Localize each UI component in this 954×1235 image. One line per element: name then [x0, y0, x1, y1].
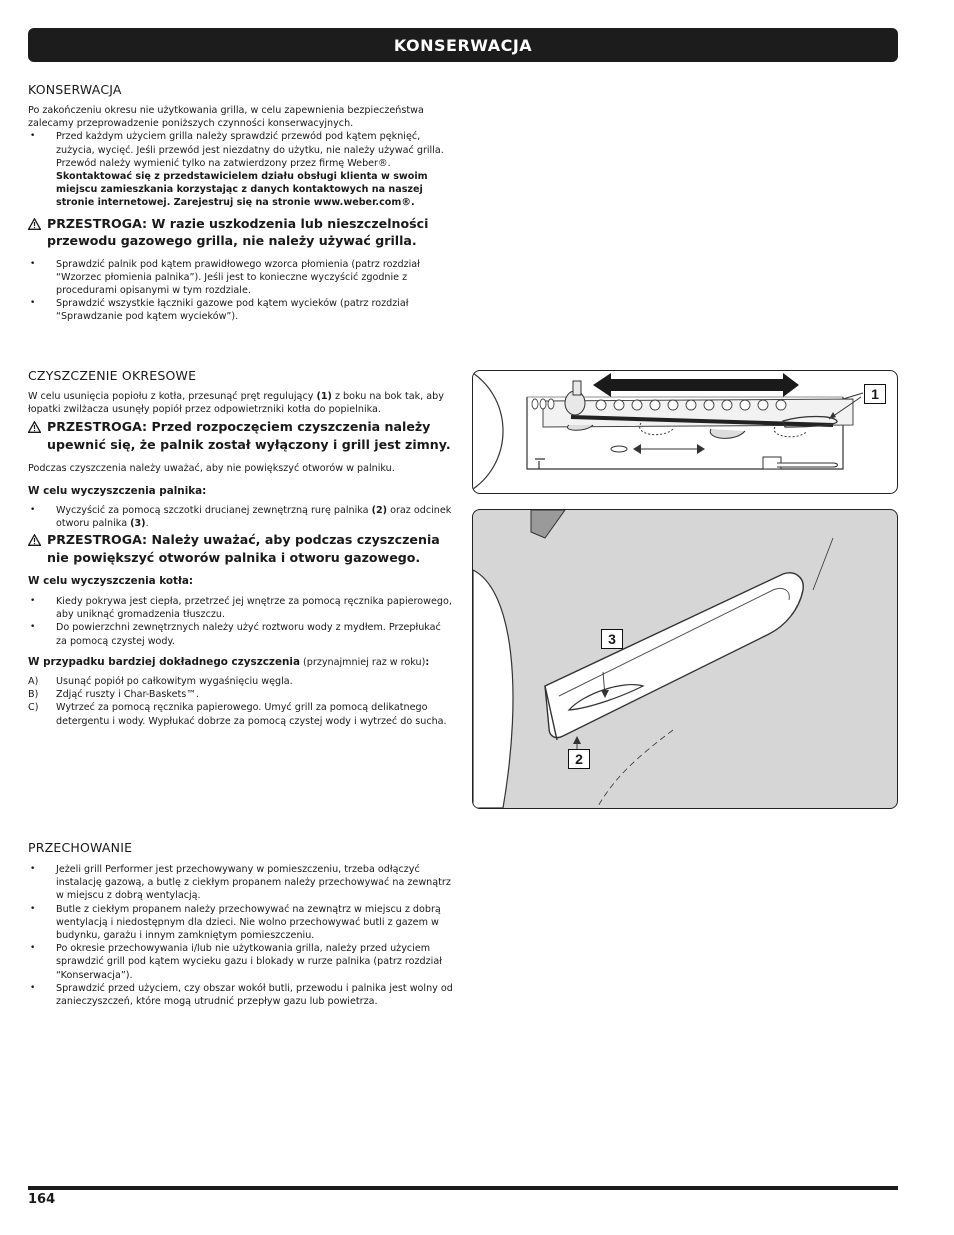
warning-hose	[28, 215, 453, 250]
ref-3: (3)	[130, 517, 146, 529]
thorough-bold: W przypadku bardziej dokładnego czyszczenia	[28, 655, 300, 668]
thorough-normal: (przynajmniej raz w roku)	[300, 656, 426, 668]
thorough-colon: :	[425, 656, 430, 668]
section-heading-czyszczenie: CZYSZCZENIE OKRESOWE	[28, 368, 197, 383]
list-item	[28, 675, 453, 688]
warning-cold-text: PRZESTROGA: Przed rozpoczęciem czyszczenia należy upewnić się, że palnik został wyłączony i grill jest zimny.	[47, 419, 451, 452]
czyszczenie-note: Podczas czyszczenia należy uważać, aby nie powiększyć otworów w palniku.	[28, 463, 395, 475]
burner-drawing	[473, 510, 897, 808]
step-label: B)	[28, 689, 39, 701]
list-item: • Sprawdzić palnik pod kątem prawidłowego wzorca płomienia (patrz rozdział “Wzorzec płomienia palnika”). Jeśli jest to konieczne wyczyścić zgodnie z procedurami opisanymi w tym rozdziale.	[28, 258, 453, 298]
list-item: • Jeżeli grill Performer jest przechowywany w pomieszczeniu, trzeba odłączyć instalację gazową, a butlę z ciekłym propanem należy przechowywać na zewnątrz w miejscu z dobrą wentylacją.	[28, 863, 453, 903]
burner-cleaning-illustration	[472, 509, 898, 809]
warning-burner-text: PRZESTROGA: Należy uważać, aby podczas czyszczenia nie powiększyć otworów palnika i otworu gazowego.	[47, 532, 440, 565]
burner-text: .	[145, 517, 149, 529]
list-item: • Po okresie przechowywania i/lub nie użytkowania grilla, należy przed użyciem sprawdzić grill pod kątem wycieku gazu i blokady w rurze palnika (patrz rozdział “Konserwacja”).	[28, 942, 453, 982]
section-heading-przechowanie: PRZECHOWANIE	[28, 840, 133, 855]
intro-text: W celu usunięcia popiołu z kotła, przesunąć pręt regulujący	[28, 391, 317, 402]
thorough-cleaning	[28, 656, 453, 669]
list-item	[28, 688, 453, 701]
callout-3: 3	[601, 629, 623, 649]
burner-list	[28, 504, 453, 530]
damper-rod-illustration	[472, 370, 898, 494]
section-czyszczenie	[28, 368, 453, 728]
burner-text: Wyczyścić za pomocą szczotki drucianej zewnętrzną rurę palnika	[56, 504, 372, 516]
list-item: • Kiedy pokrywa jest ciepła, przetrzeć jej wnętrze za pomocą ręcznika papierowego, aby uniknąć gromadzenia tłuszczu.	[28, 595, 453, 621]
step-label: A)	[28, 676, 39, 688]
burner-text: oraz odcinek otworu palnika	[56, 504, 452, 529]
intro-text: z boku na bok tak, aby łopatki zwilżacza usunęły popiół przez odpowietrzniki kotła do popielnika.	[28, 391, 444, 416]
step-text: Zdjąć ruszty i Char-Baskets™.	[56, 689, 199, 701]
warning-hose-text: PRZESTROGA: W razie uszkodzenia lub nieszczelności przewodu gazowego grilla, nie należy używać grilla.	[47, 215, 429, 249]
list-item: • Do powierzchni zewnętrznych należy użyć roztworu wody z mydłem. Przepłukać za pomocą czystej wody.	[28, 621, 453, 647]
step-label: C)	[28, 702, 39, 714]
section-konserwacja	[28, 82, 453, 324]
warning-icon	[28, 218, 41, 230]
konserwacja-check-list	[28, 258, 453, 324]
warning-cold	[28, 418, 453, 453]
contact-text: Skontaktować się z przedstawicielem działu obsługi klienta w swoim miejscu zamieszkania korzystając z danych kontaktowych na naszej stronie internetowej. Zarejestruj się na stronie www.weber.com®.	[56, 171, 428, 209]
list-item: • Sprawdzić wszystkie łączniki gazowe pod kątem wycieków (patrz rozdział “Sprawdzanie pod kątem wycieków”).	[28, 297, 453, 323]
damper-rod-drawing	[473, 371, 897, 493]
konserwacja-intro: Po zakończeniu okresu nie użytkowania grilla, w celu zapewnienia bezpieczeństwa zalecamy przeprowadzenie poniższych czynności konserwacyjnych.	[28, 105, 424, 130]
list-item	[28, 504, 453, 530]
warning-icon	[28, 421, 41, 433]
section-przechowanie	[28, 840, 453, 1008]
page-title-banner	[28, 28, 898, 62]
czyszczenie-intro	[28, 390, 453, 416]
step-text: Usunąć popiół po całkowitym wygaśnięciu węgla.	[56, 676, 293, 688]
hose-check-text: Przed każdym użyciem grilla należy sprawdzić przewód pod kątem pęknięć, zużycia, wycięć. Jeśli przewód jest niezdatny do użytku, nie należy używać grilla. Przewód należy wymienić tylko na zatwierdzony przez firmę Weber®.	[56, 131, 444, 169]
ref-2: (2)	[371, 504, 388, 516]
section-heading-konserwacja: KONSERWACJA	[28, 82, 122, 97]
burner-heading: W celu wyczyszczenia palnika:	[28, 484, 207, 497]
konserwacja-hose-list	[28, 130, 453, 209]
list-item: • Sprawdzić przed użyciem, czy obszar wokół butli, przewodu i palnika jest wolny od zanieczyszczeń, które mogą utrudnić przepływ gazu lub powietrza.	[28, 982, 453, 1008]
list-item: • Butle z ciekłym propanem należy przechowywać na zewnątrz w miejscu z dobrą wentylacją i niedostępnym dla dzieci. Nie wolno przechowywać butli z gazem w budynku, garażu i innym zamkniętym pomieszczeniu.	[28, 903, 453, 943]
step-text: Wytrzeć za pomocą ręcznika papierowego. Umyć grill za pomocą delikatnego detergentu i wody. Wypłukać dobrze za pomocą czystej wody i wytrzeć do sucha.	[56, 702, 447, 727]
list-item	[28, 130, 453, 209]
warning-burner	[28, 531, 453, 566]
page-number: 164	[28, 1192, 56, 1207]
kettle-list	[28, 595, 453, 648]
callout-1: 1	[864, 384, 886, 404]
warning-icon	[28, 534, 41, 546]
kettle-heading: W celu wyczyszczenia kotła:	[28, 575, 194, 588]
list-item	[28, 701, 453, 727]
callout-2: 2	[568, 749, 590, 769]
storage-list	[28, 863, 453, 1008]
thorough-steps	[28, 675, 453, 728]
footer-rule	[28, 1186, 898, 1190]
ref-1: (1)	[316, 391, 332, 402]
page-title: KONSERWACJA	[393, 35, 533, 55]
